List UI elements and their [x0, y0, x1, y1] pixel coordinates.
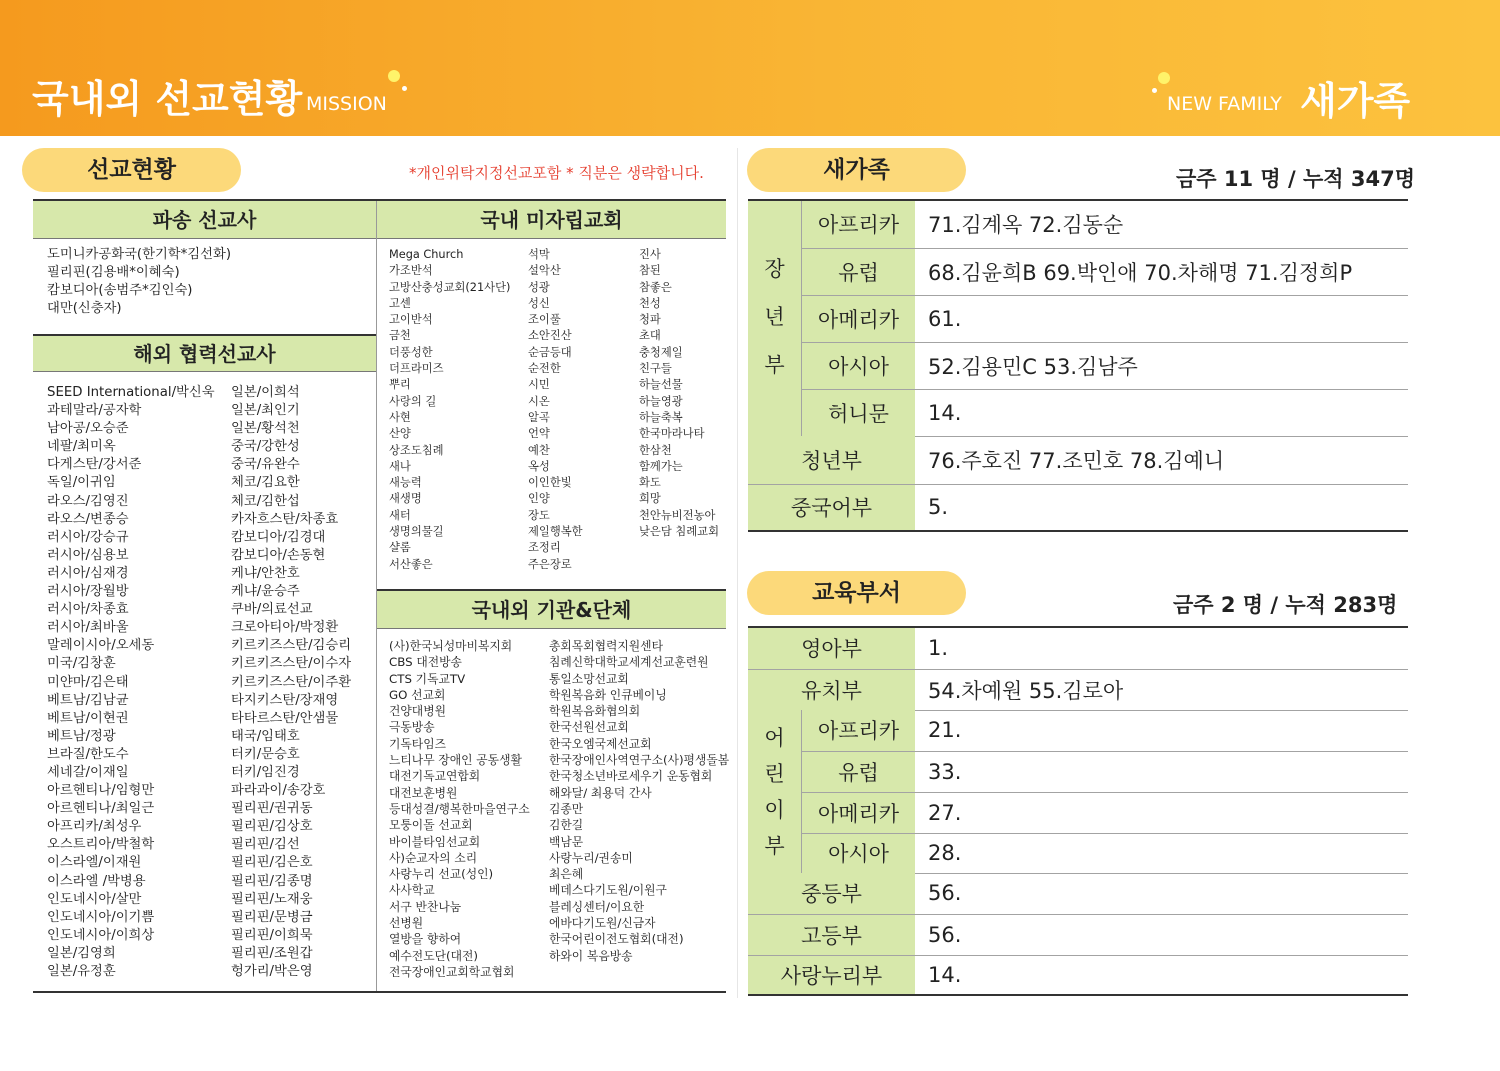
dispatch-heading: 파송 선교사	[33, 199, 376, 239]
list-item: 초대	[639, 329, 661, 343]
list-item: 체코/김요한	[231, 475, 300, 491]
list-item: 일본/황석천	[231, 421, 300, 437]
list-item: CBS 대전방송	[389, 655, 462, 670]
list-item: 인도네시아/이기쁨	[47, 909, 155, 925]
list-item: 필리핀/노재웅	[231, 891, 313, 907]
list-item: 뿌리	[389, 378, 411, 392]
list-item: 한국어린이전도협회(대전)	[549, 932, 684, 947]
list-item: 사사학교	[389, 883, 435, 898]
list-item: 백남문	[549, 834, 584, 849]
list-item: 캄보디아/손동현	[231, 547, 326, 563]
list-item: 라오스/김영진	[47, 493, 129, 509]
list-item: 필리핀/이희묵	[231, 927, 313, 943]
list-item: 인도네시아/살만	[47, 891, 142, 907]
list-item: 네팔/최미옥	[47, 439, 116, 455]
list-item: 필리핀/권귀동	[231, 801, 313, 817]
overseas-list-col1	[47, 384, 215, 981]
list-item: 고방산충성교회(21사단)	[389, 280, 511, 294]
list-item: 참된	[639, 264, 661, 278]
list-item: 중국/유완수	[231, 457, 300, 473]
list-item: 말레이시아/오세동	[47, 638, 155, 654]
row-value: 5.	[915, 484, 1408, 531]
list-item: 키르키즈스탄/김승리	[231, 638, 352, 654]
list-item: 예찬	[528, 443, 550, 457]
row-label: 아시아	[802, 833, 915, 873]
list-item: 캄보디아(송범주*김인숙)	[47, 283, 193, 299]
list-item: 산양	[389, 427, 411, 441]
list-item: 미국/김창훈	[47, 656, 116, 672]
list-item: 헝가리/박은영	[231, 964, 313, 979]
list-item: 장도	[528, 508, 550, 522]
list-item: 더풍성한	[389, 345, 433, 359]
list-item: 희망	[639, 492, 661, 506]
row-value: 52.김용민C 53.김남주	[915, 342, 1408, 389]
list-item: 참좋은	[639, 280, 672, 294]
row-value: 27.	[915, 792, 1408, 833]
page-divider	[737, 148, 738, 998]
list-item: 파라과이/송강호	[231, 783, 326, 799]
header-title: 국내외 선교현황	[32, 77, 303, 121]
row-label: 유럽	[802, 248, 915, 295]
list-item: 러시아/심재경	[47, 565, 129, 581]
domestic-list-col2	[528, 247, 583, 573]
list-item: 함께가는	[639, 459, 683, 473]
list-item: 쿠바/의료선교	[231, 602, 313, 618]
list-item: 과테말라/공자학	[47, 403, 142, 419]
list-item: 필리핀/조원갑	[231, 945, 313, 961]
list-item: 선병원	[389, 916, 424, 931]
table-row	[748, 628, 1408, 669]
table-row	[748, 669, 1408, 710]
row-value: 56.	[915, 914, 1408, 955]
list-item: 필리핀(김용배*이혜숙)	[47, 265, 180, 281]
list-item: 이스라엘/이재원	[47, 855, 142, 871]
list-item: 필리핀/문병금	[231, 909, 313, 925]
list-item: 필리핀/김상호	[231, 819, 313, 835]
newfamily-count: 금주 11 명 / 누적 347명	[1176, 167, 1415, 191]
list-item: 한국선원선교회	[549, 720, 629, 735]
list-item: 브라질/한도수	[47, 746, 129, 762]
list-item: 사)순교자의 소리	[389, 850, 478, 865]
list-item: 순금등대	[528, 345, 572, 359]
education-count: 금주 2 명 / 누적 283명	[1173, 593, 1398, 617]
row-label: 유럽	[802, 751, 915, 792]
table-row	[802, 342, 1408, 389]
list-item: SEED International/박신욱	[47, 385, 215, 400]
domestic-list-col3	[639, 247, 719, 540]
row-value: 28.	[915, 833, 1408, 873]
orgs-list-col2	[549, 638, 729, 964]
row-label: 중등부	[748, 873, 915, 914]
row-value: 54.차예원 55.김로아	[915, 669, 1408, 710]
list-item: 순전한	[528, 362, 561, 376]
row-value: 21.	[915, 710, 1408, 751]
list-item: 고센	[389, 296, 411, 310]
list-item: 건양대병원	[389, 704, 446, 719]
table-row	[802, 389, 1408, 436]
list-item: 일본/유정훈	[47, 964, 116, 979]
list-item: 키르키즈스탄/이주환	[231, 674, 352, 690]
mission-note: *개인위탁지정선교포함 * 직분은 생략합니다.	[409, 164, 704, 182]
list-item: 베트남/이현권	[47, 710, 129, 726]
decor-dot-icon	[1152, 88, 1157, 93]
list-item: 열방을 향하여	[389, 932, 462, 947]
list-item: 케냐/안찬호	[231, 565, 300, 581]
list-item: 천성	[639, 296, 661, 310]
table-row	[802, 751, 1408, 792]
list-item: CTS 기독교TV	[389, 671, 466, 686]
list-item: 총회목회협력지원센타	[549, 639, 663, 653]
newfamily-pill: 새가족	[747, 148, 966, 192]
newfamily-table	[802, 201, 1408, 437]
list-item: 낮은담 침례교회	[639, 525, 719, 539]
list-item: 바이블타임선교회	[389, 834, 481, 849]
row-label: 허니문	[802, 389, 915, 436]
list-item: 미얀마/김은태	[47, 674, 129, 690]
row-label: 아프리카	[802, 710, 915, 751]
list-item: 침례신학대학교세계선교훈련원	[549, 655, 709, 670]
list-item: 기독타임즈	[389, 736, 446, 751]
decor-dot-icon	[1158, 72, 1170, 84]
list-item: 통일소망선교회	[549, 671, 629, 686]
row-value: 14.	[915, 389, 1408, 436]
row-label: 아시아	[802, 342, 915, 389]
list-item: 베트남/김남균	[47, 692, 129, 708]
list-item: 이인한빛	[528, 476, 572, 490]
list-item: 최은혜	[549, 867, 584, 882]
list-item: Mega Church	[389, 248, 464, 261]
mission-bottom-rule	[33, 991, 726, 993]
list-item: GO 선교회	[389, 687, 446, 702]
list-item: 제일행복한	[528, 525, 583, 539]
list-item: 학원복음화협의회	[549, 704, 641, 719]
list-item: 고이반석	[389, 313, 433, 327]
list-item: 한국마라나타	[639, 427, 705, 441]
list-item: 전국장애인교회학교협회	[389, 964, 515, 979]
list-item: 러시아/최바울	[47, 620, 129, 636]
row-value: 14.	[915, 955, 1408, 995]
row-label: 유치부	[748, 669, 915, 710]
list-item: 대만(신충자)	[47, 301, 122, 317]
table-row	[802, 201, 1408, 248]
list-item: 옥성	[528, 459, 550, 473]
orgs-list-col1	[389, 638, 530, 980]
list-item: 아프리카/최성우	[47, 819, 142, 835]
list-item: 설악산	[528, 264, 561, 278]
list-item: 천안뉴비전농아	[639, 508, 716, 522]
newfamily-group-label: 장 년 부	[748, 201, 802, 436]
table-row	[748, 484, 1408, 531]
table-row	[802, 710, 1408, 751]
list-item: 충청제일	[639, 345, 683, 359]
row-value: 68.김윤희B 69.박인애 70.차해명 71.김정희P	[915, 248, 1408, 295]
list-item: 금천	[389, 329, 411, 343]
list-item: 케냐/윤승주	[231, 584, 300, 600]
list-item: 조이풀	[528, 313, 561, 327]
list-item: 러시아/장월방	[47, 584, 129, 600]
education-table-top	[748, 628, 1408, 711]
list-item: 대전기독교연합회	[389, 769, 481, 784]
list-item: 서산좋은	[389, 557, 433, 571]
list-item: 시민	[528, 378, 550, 392]
newfamily-table-bottom	[748, 436, 1408, 532]
list-item: 주은장로	[528, 557, 572, 571]
row-label: 중국어부	[748, 484, 915, 531]
list-item: 터키/문승호	[231, 746, 300, 762]
list-item: 남아공/오승준	[47, 421, 129, 437]
list-item: 타지키스탄/장재영	[231, 692, 339, 708]
list-item: 러시아/강승규	[47, 529, 129, 545]
education-pill: 교육부서	[747, 571, 966, 615]
table-row	[748, 955, 1408, 995]
decor-dot-icon	[402, 86, 407, 91]
list-item: 독일/이귀임	[47, 475, 116, 491]
mission-pill: 선교현황	[22, 148, 241, 192]
row-label: 고등부	[748, 914, 915, 955]
list-item: 세네갈/이재일	[47, 764, 129, 780]
row-label: 영아부	[748, 628, 915, 669]
table-row	[748, 436, 1408, 484]
row-label: 아메리카	[802, 295, 915, 342]
list-item: 등대성결/행복한마을연구소	[389, 801, 530, 816]
list-item: 에바다기도원/신금자	[549, 916, 656, 931]
row-label: 청년부	[748, 436, 915, 484]
list-item: 한국청소년바로세우기 운동협회	[549, 769, 713, 784]
list-item: 태국/임태호	[231, 728, 300, 744]
dispatch-list	[47, 246, 231, 318]
list-item: 타타르스탄/안샘물	[231, 710, 339, 726]
list-item: 크로아티아/박정환	[231, 620, 339, 636]
list-item: 생명의물길	[389, 525, 444, 539]
list-item: 알곡	[528, 410, 550, 424]
list-item: 언약	[528, 427, 550, 441]
list-item: 다게스탄/강서준	[47, 457, 142, 473]
list-item: 느티나무 장애인 공동생활	[389, 753, 522, 768]
list-item: 새능력	[389, 476, 422, 490]
orgs-heading: 국내외 기관&단체	[377, 589, 726, 629]
list-item: 친구들	[639, 362, 672, 376]
education-group-label: 어 린 이 부	[748, 710, 802, 873]
list-item: 이스라엘 /박병용	[47, 873, 146, 889]
row-value: 33.	[915, 751, 1408, 792]
table-row	[748, 873, 1408, 914]
list-item: 인도네시아/이희상	[47, 927, 155, 943]
list-item: 중국/강한성	[231, 439, 300, 455]
list-item: 새터	[389, 508, 411, 522]
list-item: 터키/임진경	[231, 764, 300, 780]
list-item: 샬롬	[389, 541, 411, 555]
header-title-right: 새가족	[1300, 79, 1411, 123]
domestic-heading: 국내 미자립교회	[377, 199, 726, 239]
list-item: 오스트리아/박철학	[47, 837, 155, 853]
list-item: 새생명	[389, 492, 422, 506]
list-item: 조정리	[528, 541, 561, 555]
list-item: 캄보디아/김경대	[231, 529, 326, 545]
overseas-heading: 해외 협력선교사	[33, 334, 376, 372]
list-item: (사)한국뇌성마비복지회	[389, 639, 513, 653]
list-item: 화도	[639, 476, 661, 490]
list-item: 극동방송	[389, 720, 435, 735]
list-item: 하늘축복	[639, 410, 683, 424]
list-item: 소안진산	[528, 329, 572, 343]
row-value: 71.김계옥 72.김동순	[915, 201, 1408, 248]
decor-dot-icon	[388, 70, 400, 82]
row-value: 1.	[915, 628, 1408, 669]
header-subtitle-right: NEW FAMILY	[1167, 93, 1282, 115]
list-item: 하와이 복음방송	[549, 948, 633, 963]
overseas-list-col2	[231, 384, 351, 981]
list-item: 하늘선물	[639, 378, 683, 392]
list-item: 필리핀/김종명	[231, 873, 313, 889]
list-item: 청파	[639, 313, 661, 327]
list-item: 블레싱센터/이요한	[549, 899, 645, 914]
list-item: 필리핀/김은호	[231, 855, 313, 871]
list-item: 김종만	[549, 801, 584, 816]
row-label: 아프리카	[802, 201, 915, 248]
table-row	[802, 295, 1408, 342]
list-item: 모퉁이돌 선교회	[389, 818, 473, 833]
list-item: 해와달/ 최용덕 간사	[549, 785, 652, 800]
list-item: 카자흐스탄/차종효	[231, 511, 339, 527]
list-item: 필리핀/김선	[231, 837, 300, 853]
list-item: 성신	[528, 296, 550, 310]
list-item: 도미니카공화국(한기학*김선화)	[47, 247, 232, 262]
list-item: 진사	[639, 248, 661, 261]
list-item: 베트남/정광	[47, 728, 116, 744]
row-label: 사랑누리부	[748, 955, 915, 995]
table-row	[802, 248, 1408, 295]
list-item: 러시아/심용보	[47, 547, 129, 563]
list-item: 일본/최인기	[231, 403, 300, 419]
header-subtitle: MISSION	[306, 93, 387, 115]
list-item: 사현	[389, 410, 411, 424]
list-item: 베데스다기도원/이원구	[549, 883, 667, 898]
domestic-list-col1	[389, 247, 510, 573]
list-item: 사랑누리 선교(성인)	[389, 867, 494, 882]
list-item: 상조도침례	[389, 443, 444, 457]
list-item: 김한길	[549, 818, 584, 833]
list-item: 대전보훈병원	[389, 785, 458, 800]
education-table-group	[802, 710, 1408, 874]
list-item: 사랑의 길	[389, 394, 437, 408]
list-item: 한국오엠국제선교회	[549, 736, 652, 751]
list-item: 석막	[528, 248, 550, 261]
row-value: 61.	[915, 295, 1408, 342]
list-item: 사랑누리/권송미	[549, 850, 633, 865]
list-item: 한삼천	[639, 443, 672, 457]
list-item: 라오스/변종승	[47, 511, 129, 527]
list-item: 체코/김한섭	[231, 493, 300, 509]
list-item: 아르헨티나/최일근	[47, 801, 155, 817]
list-item: 러시아/차종효	[47, 602, 129, 618]
list-item: 아르헨티나/임형만	[47, 783, 155, 799]
list-item: 예수전도단(대전)	[389, 948, 478, 963]
row-value: 76.주호진 77.조민호 78.김예니	[915, 436, 1408, 484]
list-item: 시온	[528, 394, 550, 408]
row-value: 56.	[915, 873, 1408, 914]
list-item: 하늘영광	[639, 394, 683, 408]
table-row	[802, 833, 1408, 873]
list-item: 성광	[528, 280, 550, 294]
table-row	[748, 914, 1408, 955]
list-item: 가조반석	[389, 264, 433, 278]
list-item: 한국장애인사역연구소(사)평생돌봄	[549, 753, 730, 768]
list-item: 일본/이희석	[231, 385, 300, 400]
table-row	[802, 792, 1408, 833]
row-label: 아메리카	[802, 792, 915, 833]
list-item: 학원복음화 인큐베이닝	[549, 687, 667, 702]
list-item: 새나	[389, 459, 411, 473]
education-table-bottom	[748, 873, 1408, 996]
list-item: 서구 반찬나눔	[389, 899, 462, 914]
list-item: 일본/김영희	[47, 945, 116, 961]
list-item: 더프라미즈	[389, 362, 444, 376]
list-item: 인양	[528, 492, 550, 506]
list-item: 키르키즈스탄/이수자	[231, 656, 352, 672]
